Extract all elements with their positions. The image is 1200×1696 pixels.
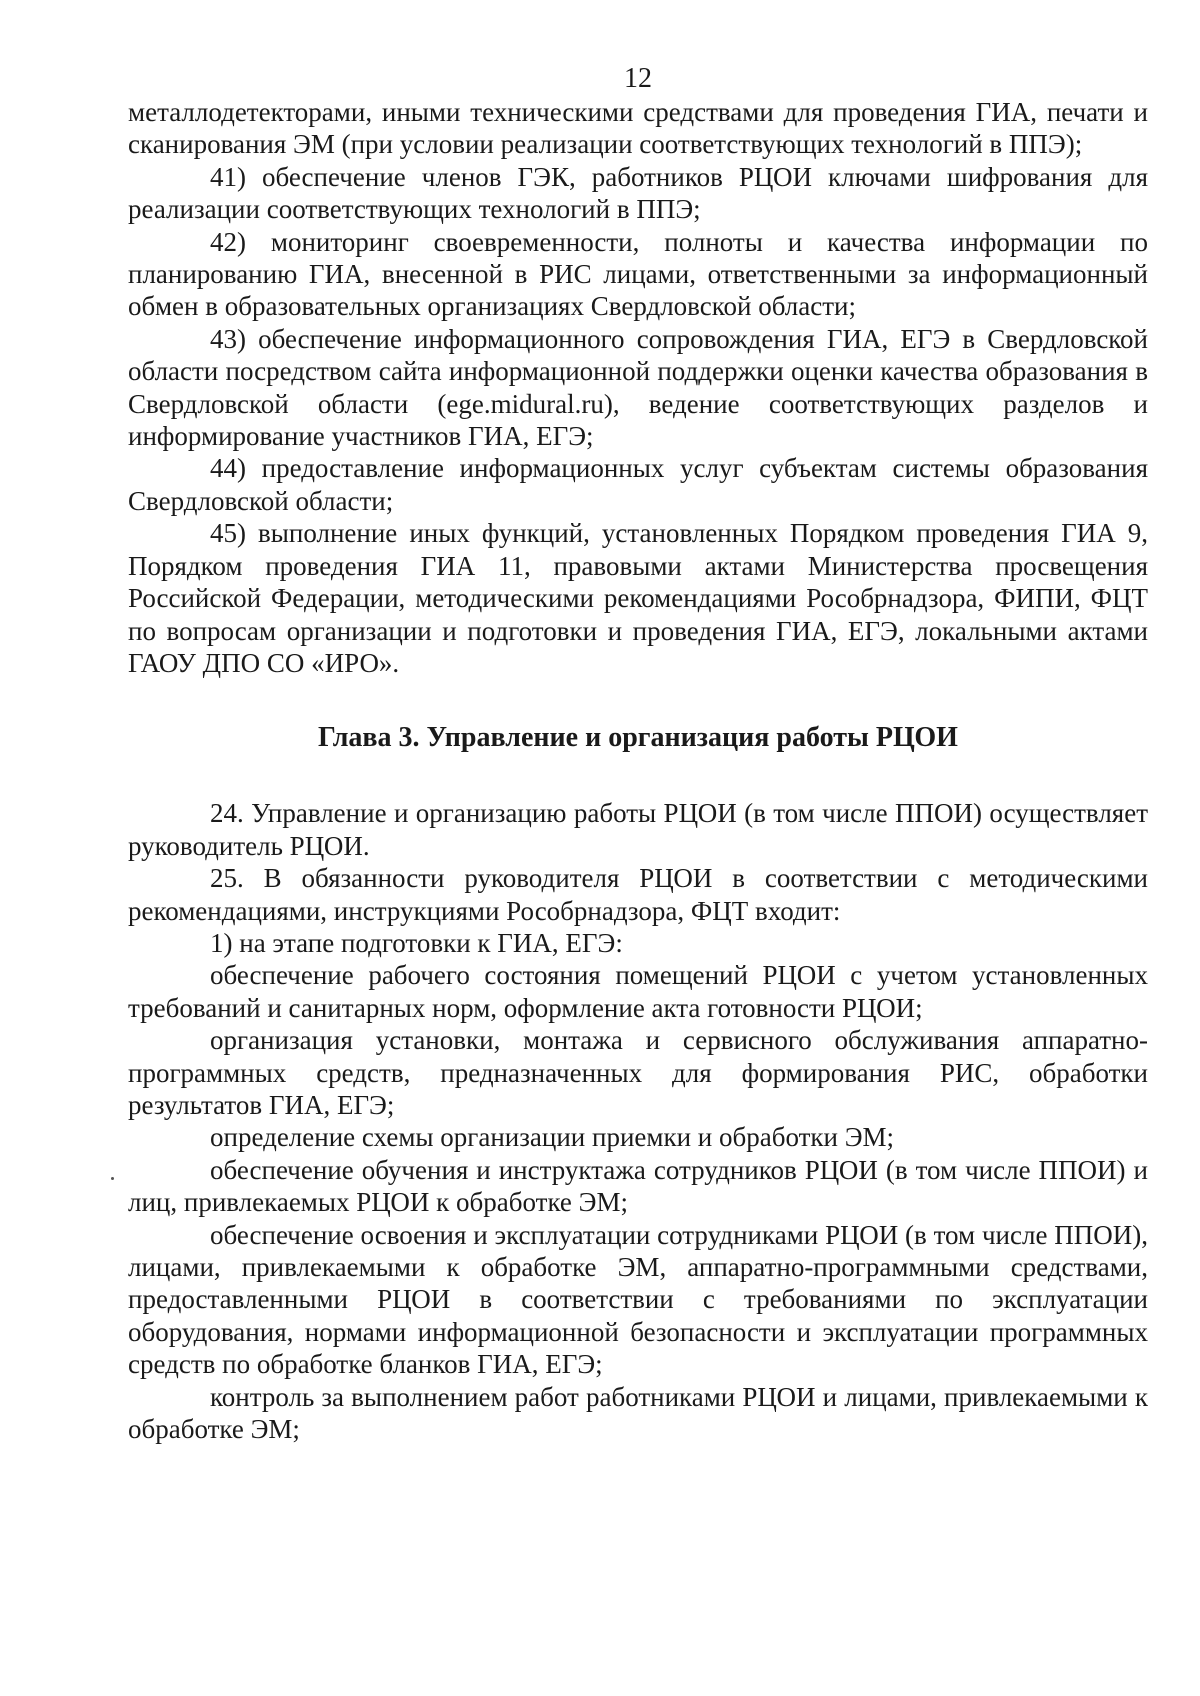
paragraph-item-25: 25. В обязанности руководителя РЦОИ в соответствии с методическими рекомендациями, инструкциями Рособрнадзора, ФЦТ входит: [128, 863, 1148, 926]
paragraph-rooms: обеспечение рабочего состояния помещений РЦОИ с учетом установленных требований и санитарных норм, оформление акта готовности РЦОИ; [128, 960, 1148, 1023]
paragraph-training: обеспечение обучения и инструктажа сотрудников РЦОИ (в том числе ППОИ) и лиц, привлекаемых РЦОИ к обработке ЭМ; [128, 1154, 1148, 1218]
page-number: 12 [624, 63, 652, 94]
paragraph-item-43: 43) обеспечение информационного сопровождения ГИА, ЕГЭ в Свердловской области посредством сайта информационной поддержки оценки качества образования в Свердловской области (ege.midural.ru), ведение соответствующих разделов и информирование участников ГИА, ЕГЭ; [128, 323, 1148, 452]
chapter-heading: Глава 3. Управление и организация работы РЦОИ [318, 722, 958, 754]
paragraph-installation: организация установки, монтажа и сервисного обслуживания аппаратно-программных средств, предназначенных для формирования РИС, обработки результатов ГИА, ЕГЭ; [128, 1025, 1148, 1120]
paragraph-item-45: 45) выполнение иных функций, установленных Порядком проведения ГИА 9, Порядком проведения ГИА 11, правовыми актами Министерства просвещения Российской Федерации, методическими рекомендациями Рособрнадзора, ФИПИ, ФЦТ по вопросам организации и подготовки и проведения ГИА, ЕГЭ, локальными актами ГАОУ ДПО СО «ИРО». [128, 518, 1148, 678]
paragraph-continuation: металлодетекторами, иными техническими средствами для проведения ГИА, печати и сканирования ЭМ (при условии реализации соответствующих технологий в ППЭ); [128, 97, 1148, 160]
paragraph-item-42: 42) мониторинг своевременности, полноты и качества информации по планированию ГИА, внесенной в РИС лицами, ответственными за информационный обмен в образовательных организациях Свердловской области; [128, 226, 1148, 322]
paragraph-stage-1: 1) на этапе подготовки к ГИА, ЕГЭ: [210, 927, 623, 958]
paragraph-scheme: определение схемы организации приемки и обработки ЭМ; [210, 1122, 895, 1153]
paragraphs-top [128, 96, 1148, 679]
scan-speck [111, 1177, 114, 1180]
document-page [128, 62, 1148, 1445]
paragraph-item-24: 24. Управление и организацию работы РЦОИ (в том числе ППОИ) осуществляет руководитель РЦОИ. [128, 798, 1148, 861]
paragraph-item-44: 44) предоставление информационных услуг субъектам системы образования Свердловской области; [128, 453, 1148, 516]
paragraph-mastering: обеспечение освоения и эксплуатации сотрудниками РЦОИ (в том числе ППОИ), лицами, привлекаемыми к обработке ЭМ, аппаратно-программными средствами, предоставленными РЦОИ в соответствии с требованиями по эксплуатации оборудования, нормами информационной безопасности и эксплуатации программных средств по обработке бланков ГИА, ЕГЭ; [128, 1219, 1148, 1380]
paragraph-item-41: 41) обеспечение членов ГЭК, работников РЦОИ ключами шифрования для реализации соответствующих технологий в ППЭ; [128, 161, 1148, 225]
paragraphs-bottom [128, 797, 1148, 1445]
paragraph-control: контроль за выполнением работ работниками РЦОИ и лицами, привлекаемыми к обработке ЭМ; [128, 1381, 1148, 1445]
